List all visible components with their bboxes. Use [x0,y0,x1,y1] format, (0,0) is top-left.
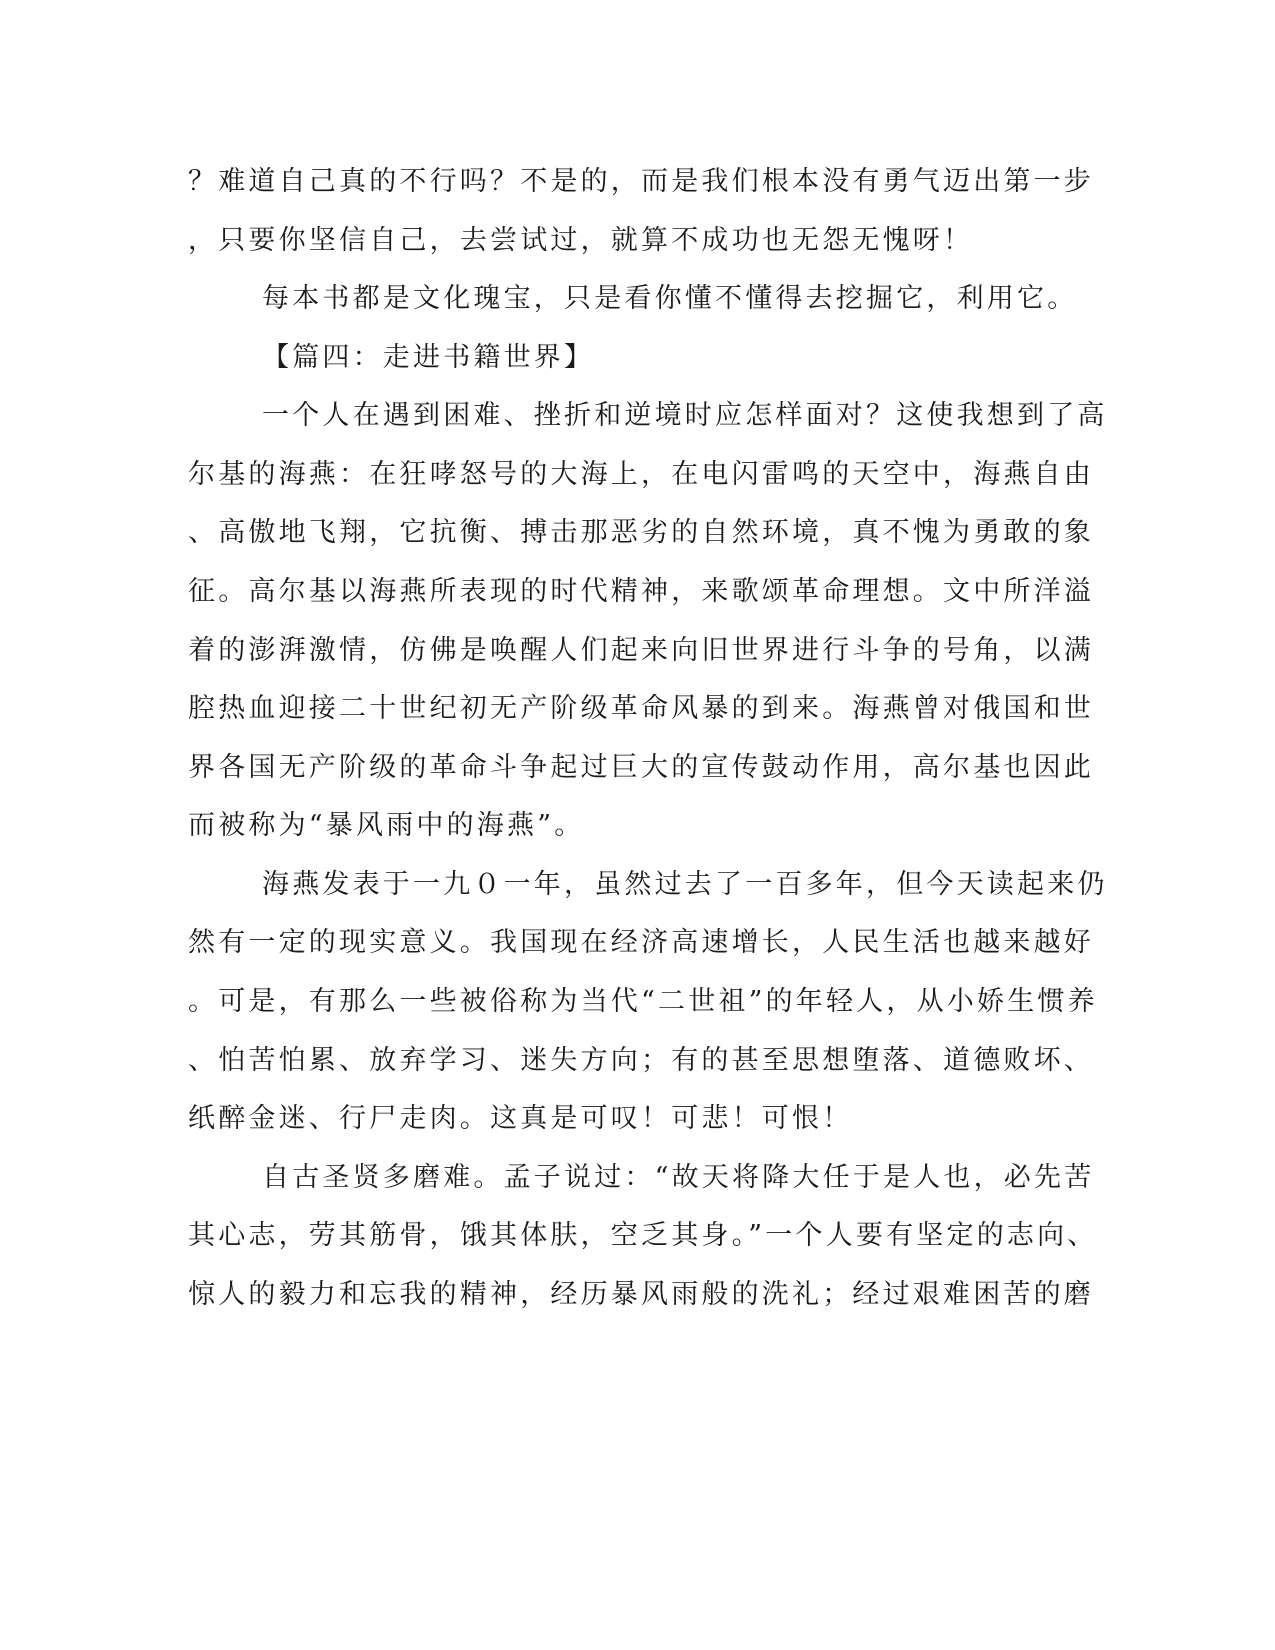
text-line-19: 其心志，劳其筋骨，饿其体肤，空乏其身。”一个人要有坚定的志向、 [188,1220,1098,1251]
section-heading: 【篇四：走进书籍世界】 [262,342,595,373]
text-line-5: 一个人在遇到困难、挫折和逆境时应怎样面对？这使我想到了高 [262,400,1108,431]
text-line-7: 、高傲地飞翔，它抗衡、搏击那恶劣的自然环境，真不愧为勇敢的象 [188,517,1094,548]
text-line-10: 腔热血迎接二十世纪初无产阶级革命风暴的到来。海燕曾对俄国和世 [188,693,1094,724]
text-line-15: 。可是，有那么一些被俗称为当代“二世祖”的年轻人，从小娇生惯养 [188,986,1098,1017]
text-line-18: 自古圣贤多磨难。孟子说过：“故天将降大任于是人也，必先苦 [262,1162,1095,1193]
text-line-14: 然有一定的现实意义。我国现在经济高速增长，人民生活也越来越好 [188,927,1094,958]
text-line-11: 界各国无产阶级的革命斗争起过巨大的宣传鼓动作用，高尔基也因此 [188,752,1094,783]
text-line-13: 海燕发表于一九０一年，虽然过去了一百多年，但今天读起来仍 [262,869,1108,900]
paragraph-books-treasure: 每本书都是文化瑰宝，只是看你懂不懂得去挖掘它，利用它。 [262,283,1078,314]
text-line-6: 尔基的海燕：在狂哮怒号的大海上，在电闪雷鸣的天空中，海燕自由 [188,459,1094,490]
text-line-20: 惊人的毅力和忘我的精神，经历暴风雨般的洗礼；经过艰难困苦的磨 [188,1279,1094,1310]
text-line-8: 征。高尔基以海燕所表现的时代精神，来歌颂革命理想。文中所洋溢 [188,576,1094,607]
text-line-12: 而被称为“暴风雨中的海燕”。 [188,810,585,841]
text-line-16: 、怕苦怕累、放弃学习、迷失方向；有的甚至思想堕落、道德败坏、 [188,1045,1094,1076]
text-line-1: ？难道自己真的不行吗？不是的，而是我们根本没有勇气迈出第一步 [188,166,1094,197]
text-line-9: 着的澎湃激情，仿佛是唤醒人们起来向旧世界进行斗争的号角，以满 [188,635,1094,666]
text-line-17: 纸醉金迷、行尸走肉。这真是可叹！可悲！可恨！ [188,1103,853,1134]
text-line-2: ，只要你坚信自己，去尝试过，就算不成功也无怨无愧呀！ [188,225,974,256]
